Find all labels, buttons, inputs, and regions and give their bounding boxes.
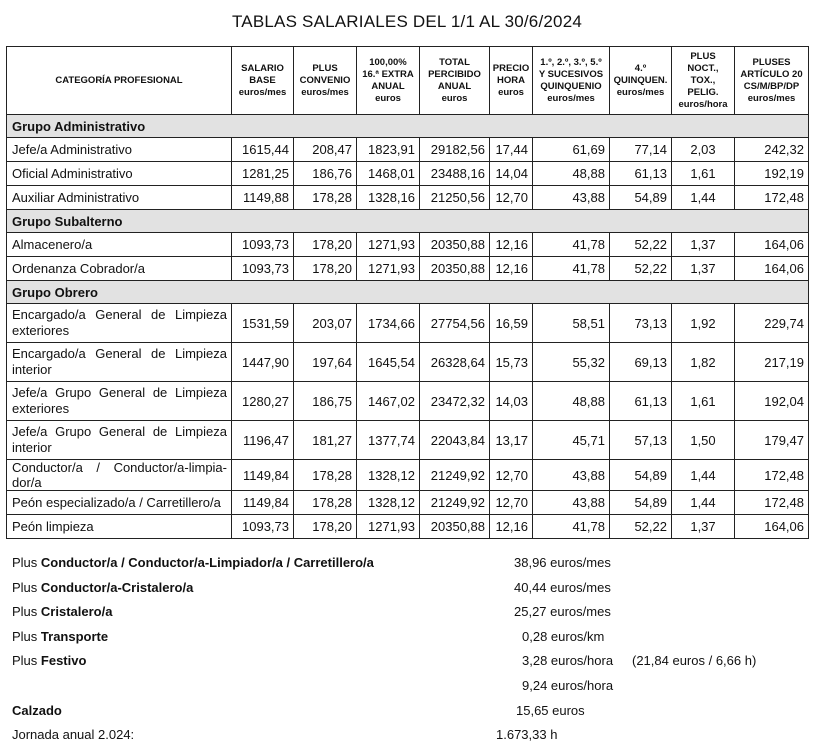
- category-cell: [7, 491, 232, 515]
- value-cell: 217,19: [735, 343, 809, 382]
- extra-row: [12, 555, 802, 580]
- value-cell: 27754,56: [420, 304, 490, 343]
- value-cell: 52,22: [610, 515, 672, 539]
- page-title: TABLAS SALARIALES DEL 1/1 AL 30/6/2024: [231, 12, 582, 31]
- category-name: Ordenanza Cobrador/a: [12, 261, 145, 276]
- column-header-line: euros/mes: [238, 86, 287, 98]
- value-cell: 178,28: [294, 186, 357, 210]
- category-name: Conductor/a / Conductor/a-limpia-dor/a: [12, 460, 227, 490]
- table-row: [7, 162, 809, 186]
- column-header-line: PLUS: [312, 62, 338, 74]
- column-header-line: ANUAL: [371, 80, 405, 92]
- value-cell: 1328,12: [357, 460, 420, 491]
- extra-value: 25,27 euros/mes: [514, 604, 611, 620]
- extra-row: [12, 580, 802, 605]
- value-cell: 17,44: [490, 138, 533, 162]
- extra-row: [12, 703, 802, 728]
- column-header-line: BASE: [249, 74, 276, 86]
- column-header-line: euros/mes: [747, 92, 796, 104]
- value-cell: 229,74: [735, 304, 809, 343]
- extra-label-prefix: Plus: [12, 628, 41, 644]
- column-header-line: 16.ª EXTRA: [362, 68, 414, 80]
- category-cell: [7, 460, 232, 491]
- group-row: [7, 210, 809, 233]
- column-header-line: euros/mes: [547, 92, 595, 104]
- value-cell: 1093,73: [232, 515, 294, 539]
- value-cell: 1149,88: [232, 186, 294, 210]
- table-row: [7, 460, 809, 491]
- value-cell: 1281,25: [232, 162, 294, 186]
- category-cell: [7, 343, 232, 382]
- extra-label-bold: Calzado: [12, 702, 62, 718]
- category-name: Oficial Administrativo: [12, 166, 133, 181]
- extra-note: (21,84 euros / 6,66 h): [632, 653, 757, 669]
- value-cell: 1377,74: [357, 421, 420, 460]
- value-cell: 14,03: [490, 382, 533, 421]
- value-cell: 21249,92: [420, 491, 490, 515]
- value-cell: 12,16: [490, 515, 533, 539]
- value-cell: 61,69: [533, 138, 610, 162]
- column-header-line: euros/hora: [678, 98, 728, 110]
- value-cell: 1734,66: [357, 304, 420, 343]
- column-header-line: PERCIBIDO: [428, 68, 481, 80]
- category-cell: [7, 515, 232, 539]
- value-cell: 43,88: [533, 186, 610, 210]
- value-cell: 61,13: [610, 382, 672, 421]
- value-cell: 178,20: [294, 257, 357, 281]
- value-cell: 242,32: [735, 138, 809, 162]
- extra-label: [12, 580, 193, 595]
- category-name: Auxiliar Administrativo: [12, 190, 140, 205]
- value-cell: 23488,16: [420, 162, 490, 186]
- table-row: [7, 186, 809, 210]
- category-cell: [7, 186, 232, 210]
- column-header-line: QUINQUEN.: [613, 74, 668, 86]
- extra-label: [12, 727, 134, 742]
- column-header: [533, 47, 610, 115]
- value-cell: 164,06: [735, 257, 809, 281]
- table-row: [7, 233, 809, 257]
- value-cell: 14,04: [490, 162, 533, 186]
- extra-value: 15,65 euros: [516, 702, 585, 718]
- table-row: [7, 304, 809, 343]
- value-cell: 20350,88: [420, 233, 490, 257]
- value-cell: 178,20: [294, 233, 357, 257]
- category-cell: [7, 257, 232, 281]
- value-cell: 192,19: [735, 162, 809, 186]
- value-cell: 54,89: [610, 186, 672, 210]
- value-cell: 179,47: [735, 421, 809, 460]
- group-name: Grupo Subalterno: [7, 210, 809, 233]
- extra-value: 0,28 euros/km: [522, 628, 605, 644]
- value-cell: 1093,73: [232, 233, 294, 257]
- column-header-line: Y SUCESIVOS: [538, 68, 604, 80]
- column-header-line: CATEGORÍA PROFESIONAL: [55, 74, 183, 86]
- extra-label-bold: Festivo: [40, 653, 87, 669]
- value-cell: 1271,93: [357, 257, 420, 281]
- category-name: Peón limpieza: [12, 519, 94, 534]
- value-cell: 12,70: [490, 491, 533, 515]
- column-header: [232, 47, 294, 115]
- value-cell: 26328,64: [420, 343, 490, 382]
- extra-value: 3,28 euros/hora: [522, 653, 614, 669]
- value-cell: 203,07: [294, 304, 357, 343]
- value-cell: 61,13: [610, 162, 672, 186]
- column-header-line: SALARIO: [241, 62, 284, 74]
- value-cell: 192,04: [735, 382, 809, 421]
- value-cell: 12,70: [490, 186, 533, 210]
- value-cell: 13,17: [490, 421, 533, 460]
- column-header: [420, 47, 490, 115]
- table-row: [7, 343, 809, 382]
- extra-label-bold: Conductor/a-Cristalero/a: [40, 579, 194, 595]
- extra-label-bold: Cristalero/a: [40, 604, 113, 620]
- category-cell: [7, 304, 232, 343]
- category-name: Encargado/a General de Limpieza exteriores: [12, 307, 227, 338]
- value-cell: 58,51: [533, 304, 610, 343]
- column-header-line: TOTAL: [439, 56, 470, 68]
- column-header-line: euros/mes: [616, 86, 665, 98]
- column-header: [490, 47, 533, 115]
- value-cell: 1271,93: [357, 515, 420, 539]
- extra-value: 9,24 euros/hora: [522, 677, 614, 693]
- extra-row: [12, 629, 802, 654]
- value-cell: 43,88: [533, 491, 610, 515]
- value-cell: 43,88: [533, 460, 610, 491]
- column-header-line: CONVENIO: [299, 74, 351, 86]
- column-header: [672, 47, 735, 115]
- column-header-line: PRECIO: [492, 62, 530, 74]
- value-cell: 186,76: [294, 162, 357, 186]
- value-cell: 1,61: [672, 382, 735, 421]
- column-header: [7, 47, 232, 115]
- value-cell: 1,37: [672, 515, 735, 539]
- extra-label: [12, 703, 62, 718]
- value-cell: 178,28: [294, 460, 357, 491]
- group-row: [7, 281, 809, 304]
- extra-label: [12, 555, 374, 570]
- value-cell: 1,44: [672, 460, 735, 491]
- value-cell: 1,92: [672, 304, 735, 343]
- category-name: Jefe/a Grupo General de Limpieza exteriores: [12, 385, 227, 416]
- column-header-line: 4.º: [634, 62, 647, 74]
- value-cell: 1149,84: [232, 460, 294, 491]
- value-cell: 21249,92: [420, 460, 490, 491]
- value-cell: 186,75: [294, 382, 357, 421]
- value-cell: 23472,32: [420, 382, 490, 421]
- extra-label-prefix: Plus: [12, 604, 41, 620]
- column-header-line: CS/M/BP/DP: [743, 80, 800, 92]
- category-name: Peón especializado/a / Carretillero/a: [12, 495, 221, 510]
- extra-row: [12, 727, 802, 752]
- value-cell: 1328,16: [357, 186, 420, 210]
- extra-label-bold: Transporte: [40, 628, 109, 644]
- value-cell: 69,13: [610, 343, 672, 382]
- column-header-line: euros: [498, 86, 524, 98]
- value-cell: 2,03: [672, 138, 735, 162]
- extra-label-prefix: Plus: [12, 579, 41, 595]
- table-row: [7, 491, 809, 515]
- column-header-line: HORA: [497, 74, 525, 86]
- column-header: [357, 47, 420, 115]
- category-cell: [7, 421, 232, 460]
- value-cell: 22043,84: [420, 421, 490, 460]
- value-cell: 52,22: [610, 233, 672, 257]
- value-cell: 21250,56: [420, 186, 490, 210]
- column-header-line: ANUAL: [437, 80, 472, 92]
- value-cell: 1,37: [672, 257, 735, 281]
- column-header-line: euros: [375, 92, 401, 104]
- value-cell: 197,64: [294, 343, 357, 382]
- category-cell: [7, 233, 232, 257]
- value-cell: 48,88: [533, 162, 610, 186]
- extra-row: [12, 604, 802, 629]
- table-body: [7, 115, 809, 539]
- value-cell: 164,06: [735, 515, 809, 539]
- value-cell: 181,27: [294, 421, 357, 460]
- value-cell: 1,44: [672, 491, 735, 515]
- category-name: Almacenero/a: [12, 237, 93, 252]
- column-header-line: euros: [441, 92, 468, 104]
- value-cell: 1280,27: [232, 382, 294, 421]
- value-cell: 1468,01: [357, 162, 420, 186]
- extra-label-prefix: Plus: [12, 653, 41, 669]
- extra-row: [12, 653, 802, 678]
- category-name: Jefe/a Administrativo: [12, 142, 132, 157]
- value-cell: 172,48: [735, 186, 809, 210]
- value-cell: 16,59: [490, 304, 533, 343]
- column-header-line: 100,00%: [369, 56, 407, 68]
- value-cell: 20350,88: [420, 257, 490, 281]
- value-cell: 12,70: [490, 460, 533, 491]
- table-row: [7, 382, 809, 421]
- value-cell: 48,88: [533, 382, 610, 421]
- column-header: [735, 47, 809, 115]
- value-cell: 172,48: [735, 491, 809, 515]
- value-cell: 1,61: [672, 162, 735, 186]
- value-cell: 1531,59: [232, 304, 294, 343]
- category-name: Jefe/a Grupo General de Limpieza interior: [12, 424, 227, 455]
- value-cell: 41,78: [533, 257, 610, 281]
- value-cell: 1196,47: [232, 421, 294, 460]
- value-cell: 1149,84: [232, 491, 294, 515]
- extra-label: [12, 604, 112, 619]
- column-header: [610, 47, 672, 115]
- column-header: [294, 47, 357, 115]
- value-cell: 1447,90: [232, 343, 294, 382]
- category-cell: [7, 138, 232, 162]
- value-cell: 1271,93: [357, 233, 420, 257]
- extra-label: [12, 653, 86, 668]
- table-row: [7, 421, 809, 460]
- value-cell: 208,47: [294, 138, 357, 162]
- column-header-line: PLUSES: [752, 56, 791, 68]
- value-cell: 1615,44: [232, 138, 294, 162]
- value-cell: 54,89: [610, 460, 672, 491]
- value-cell: 178,28: [294, 491, 357, 515]
- value-cell: 1328,12: [357, 491, 420, 515]
- extra-value: 38,96 euros/mes: [514, 555, 611, 570]
- value-cell: 1,82: [672, 343, 735, 382]
- extra-value: 1.673,33 h: [496, 727, 558, 743]
- category-name: Encargado/a General de Limpieza interior: [12, 346, 227, 377]
- extra-label-prefix: Jornada anual 2.024:: [12, 727, 135, 743]
- category-cell: [7, 162, 232, 186]
- column-header-line: euros/mes: [301, 86, 349, 98]
- value-cell: 12,16: [490, 257, 533, 281]
- extra-label-bold: Conductor/a / Conductor/a-Limpiador/a / Carretillero/a: [40, 555, 374, 570]
- value-cell: 164,06: [735, 233, 809, 257]
- value-cell: 52,22: [610, 257, 672, 281]
- value-cell: 57,13: [610, 421, 672, 460]
- value-cell: 15,73: [490, 343, 533, 382]
- value-cell: 178,20: [294, 515, 357, 539]
- column-header-line: PLUS NOCT.,: [687, 50, 719, 74]
- group-name: Grupo Obrero: [7, 281, 809, 304]
- extra-value: 40,44 euros/mes: [514, 579, 611, 595]
- table-row: [7, 257, 809, 281]
- group-name: Grupo Administrativo: [7, 115, 809, 138]
- value-cell: 1,44: [672, 186, 735, 210]
- value-cell: 41,78: [533, 515, 610, 539]
- table-header-row: [7, 47, 809, 115]
- extra-label-prefix: Plus: [12, 555, 41, 570]
- value-cell: 20350,88: [420, 515, 490, 539]
- value-cell: 1093,73: [232, 257, 294, 281]
- group-row: [7, 115, 809, 138]
- value-cell: 1,50: [672, 421, 735, 460]
- column-header-line: QUINQUENIO: [540, 80, 602, 92]
- value-cell: 55,32: [533, 343, 610, 382]
- extra-row: [12, 678, 802, 703]
- value-cell: 1823,91: [357, 138, 420, 162]
- extras-list: [12, 555, 802, 752]
- value-cell: 73,13: [610, 304, 672, 343]
- salary-table: [6, 46, 809, 539]
- column-header-line: 1.º, 2.º, 3.º, 5.º: [540, 56, 602, 68]
- category-cell: [7, 382, 232, 421]
- value-cell: 77,14: [610, 138, 672, 162]
- value-cell: 1467,02: [357, 382, 420, 421]
- value-cell: 172,48: [735, 460, 809, 491]
- value-cell: 1,37: [672, 233, 735, 257]
- column-header-line: TOX., PELIG.: [687, 74, 719, 98]
- value-cell: 12,16: [490, 233, 533, 257]
- value-cell: 54,89: [610, 491, 672, 515]
- value-cell: 1645,54: [357, 343, 420, 382]
- table-row: [7, 515, 809, 539]
- value-cell: 41,78: [533, 233, 610, 257]
- table-row: [7, 138, 809, 162]
- extra-label: [12, 629, 108, 644]
- column-header-line: ARTÍCULO 20: [740, 68, 803, 80]
- value-cell: 45,71: [533, 421, 610, 460]
- value-cell: 29182,56: [420, 138, 490, 162]
